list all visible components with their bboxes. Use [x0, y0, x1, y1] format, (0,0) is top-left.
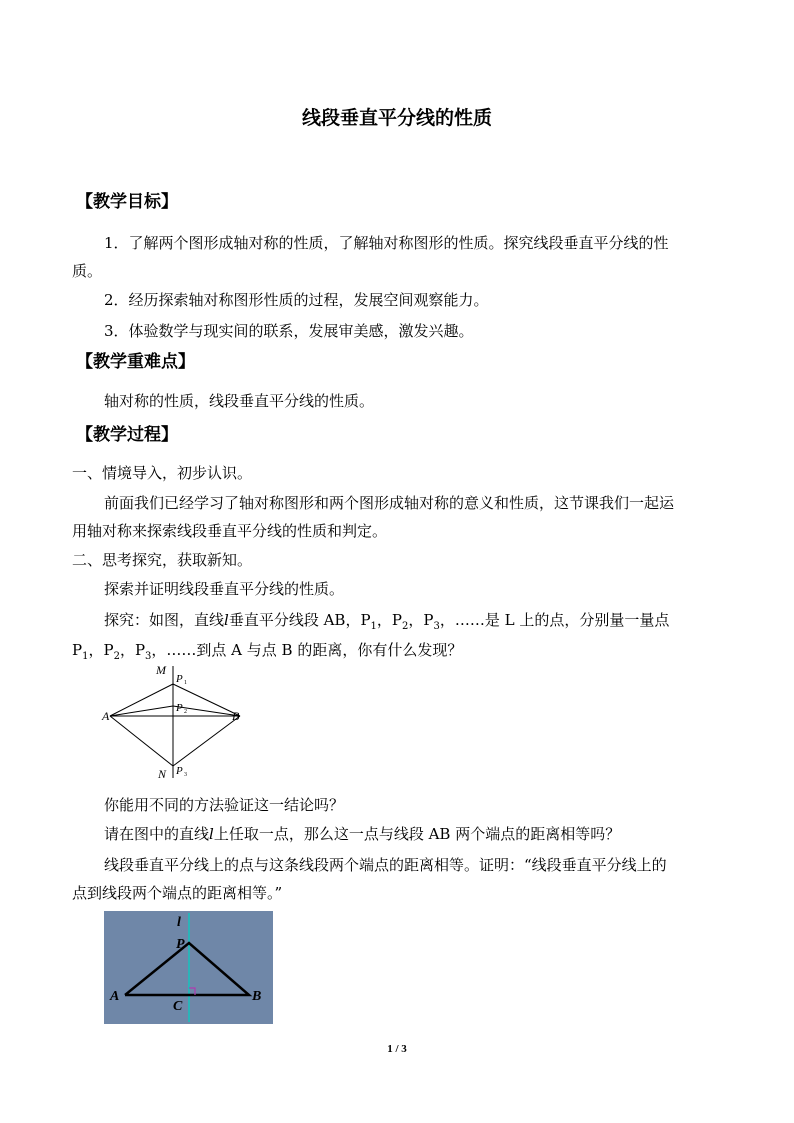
label-p2-sub: 2	[184, 709, 187, 715]
explore-text-b: 垂直平分线段 AB，P	[228, 611, 371, 629]
label-b: B	[252, 989, 262, 1004]
label-b: B	[232, 709, 240, 723]
step-1-line-2: 用轴对称来探索线段垂直平分线的性质和判定。	[72, 522, 388, 540]
explore2-text-a: P	[72, 641, 83, 659]
figure-isosceles-triangle	[104, 911, 273, 1024]
key-points-text: 轴对称的性质，线段垂直平分线的性质。	[104, 392, 375, 410]
explore-text-a: 探究：如图，直线	[104, 611, 225, 629]
step-2-paragraph: 探索并证明线段垂直平分线的性质。	[104, 580, 345, 598]
explore2-text-b: ，P	[88, 641, 114, 659]
explore2-sub-3: 3	[145, 651, 152, 662]
question-2-a: 请在图中的直线	[104, 825, 210, 843]
step-2-title: 二、思考探究，获取新知。	[72, 551, 253, 569]
label-n: N	[158, 767, 167, 781]
figure-perpendicular-bisector	[100, 660, 250, 782]
explore-sub-2: 2	[402, 621, 409, 632]
label-p3: P	[176, 765, 183, 777]
label-a: A	[110, 989, 120, 1004]
explore2-text-c: ，P	[119, 641, 146, 659]
explore-text-e: ，……是 L 上的点，分别量一量点	[439, 611, 670, 629]
label-l: l	[177, 915, 181, 930]
conclusion-line-1: 线段垂直平分线上的点与这条线段两个端点的距离相等。证明：“线段垂直平分线上的	[104, 856, 667, 874]
question-1: 你能用不同的方法验证这一结论吗？	[104, 796, 345, 814]
step-1-title: 一、情境导入，初步认识。	[72, 464, 253, 482]
goal-1-line-2: 质。	[72, 262, 103, 280]
label-p1-sub: 1	[184, 680, 187, 686]
goal-1-line-1: 1．了解两个图形成轴对称的性质，了解轴对称图形的性质。探究线段垂直平分线的性	[104, 234, 669, 252]
label-p: P	[176, 937, 185, 952]
label-p3-sub: 3	[184, 772, 187, 778]
process-heading: 【教学过程】	[76, 425, 178, 445]
segment-b-p3	[173, 716, 240, 766]
goal-3: 3．体验数学与现实间的联系，发展审美感，激发兴趣。	[104, 322, 474, 340]
goals-heading: 【教学目标】	[76, 192, 178, 212]
question-2	[104, 824, 620, 844]
label-p1: P	[176, 673, 183, 685]
question-2-b: 上任取一点，那么这一点与线段 AB 两个端点的距离相等吗？	[213, 825, 621, 843]
label-c: C	[173, 999, 183, 1014]
page-number: 1 / 3	[387, 1043, 407, 1055]
question-2-l: l	[209, 825, 214, 843]
step-1-line-1: 前面我们已经学习了轴对称图形和两个图形成轴对称的意义和性质，这节课我们一起运	[104, 494, 675, 512]
explore-text-d: ，P	[408, 611, 434, 629]
explore-sub-1: 1	[370, 621, 377, 632]
label-m: M	[156, 663, 166, 677]
page-title: 线段垂直平分线的性质	[301, 107, 492, 129]
explore2-sub-1: 1	[82, 651, 89, 662]
explore-line-l: l	[224, 611, 229, 629]
explore-line-1	[104, 610, 669, 630]
key-points-heading: 【教学重难点】	[76, 352, 195, 372]
explore-line-2	[72, 640, 462, 660]
explore-text-c: ，P	[376, 611, 403, 629]
explore2-text-d: ，……到点 A 与点 B 的距离，你有什么发现？	[151, 641, 463, 659]
explore-sub-3: 3	[433, 621, 440, 632]
goal-2: 2．经历探索轴对称图形性质的过程，发展空间观察能力。	[104, 291, 489, 309]
conclusion-line-2: 点到线段两个端点的距离相等。”	[72, 884, 283, 902]
label-a: A	[102, 709, 110, 723]
explore2-sub-2: 2	[113, 651, 120, 662]
segment-a-p3	[110, 716, 173, 766]
label-p2: P	[176, 702, 183, 714]
